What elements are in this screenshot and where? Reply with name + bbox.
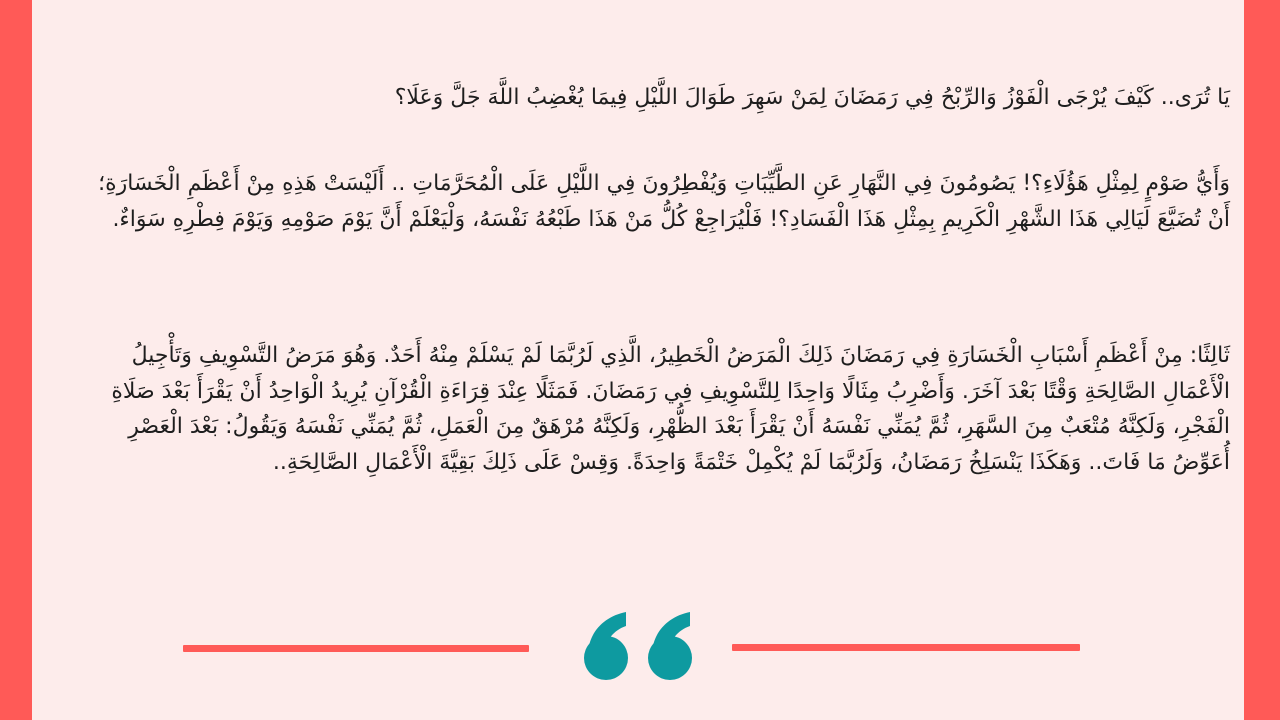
divider-left [183,645,529,652]
divider-right [732,644,1080,651]
quotation-marks-icon [582,612,708,682]
paragraph-3: ثَالِثًا: مِنْ أَعْظَمِ أَسْبَابِ الْخَسَارَةِ فِي رَمَضَانَ ذَلِكَ الْمَرَضُ الْخَطِيرُ، الَّذِي لَرُبَّمَا لَمْ يَسْلَمْ مِنْهُ أَحَدٌ. وَهُوَ مَرَضُ التَّسْوِيفِ وَتَأْجِيلُ الْأَعْمَالِ الصَّالِحَةِ وَقْتًا بَعْدَ آخَرَ. وَأَضْرِبُ مِثَالًا وَاحِدًا لِلتَّسْوِيفِ فِي رَمَضَانَ. فَمَثَلًا عِنْدَ قِرَاءَةِ الْقُرْآنِ يُرِيدُ الْوَاحِدُ أَنْ يَقْرَأَ بَعْدَ صَلَاةِ الْفَجْرِ، وَلَكِنَّهُ مُتْعَبٌ مِنَ السَّهَرِ، ثُمَّ يُمَنِّي نَفْسَهُ أَنْ يَقْرَأَ بَعْدَ الظُّهْرِ، وَلَكِنَّهُ مُرْهَقٌ مِنَ الْعَمَلِ، ثُمَّ يُمَنِّي نَفْسَهُ وَيَقُولُ: بَعْدَ الْعَصْرِ أُعَوِّضُ مَا فَاتَ.. وَهَكَذَا يَنْسَلِخُ رَمَضَانُ، وَلَرُبَّمَا لَمْ يُكْمِلْ خَتْمَةً وَاحِدَةً. وَقِسْ عَلَى ذَلِكَ بَقِيَّةَ الْأَعْمَالِ الصَّالِحَةِ.. [111,343,1230,475]
paragraph-1: يَا تُرَى.. كَيْفَ يُرْجَى الْفَوْزُ وَالرِّبْحُ فِي رَمَضَانَ لِمَنْ سَهِرَ طَوَالَ اللَّيْلِ فِيمَا يُغْضِبُ اللَّهَ جَلَّ وَعَلَا؟ [394,85,1230,110]
paragraph-2: وَأَيُّ صَوْمٍ لِمِثْلِ هَؤُلَاءِ؟! يَصُومُونَ فِي النَّهَارِ عَنِ الطَّيِّبَاتِ وَيُفْطِرُونَ فِي اللَّيْلِ عَلَى الْمُحَرَّمَاتِ .. أَلَيْسَتْ هَذِهِ مِنْ أَعْظَمِ الْخَسَارَةِ؛ أَنْ تُضَيَّعَ لَيَالِي هَذَا الشَّهْرِ الْكَرِيمِ بِمِثْلِ هَذَا الْفَسَادِ؟! فَلْيُرَاجِعْ كُلُّ مَنْ هَذَا طَبْعُهُ نَفْسَهُ، وَلْيَعْلَمْ أَنَّ يَوْمَ صَوْمِهِ وَيَوْمَ فِطْرِهِ سَوَاءٌ. [98,171,1230,232]
